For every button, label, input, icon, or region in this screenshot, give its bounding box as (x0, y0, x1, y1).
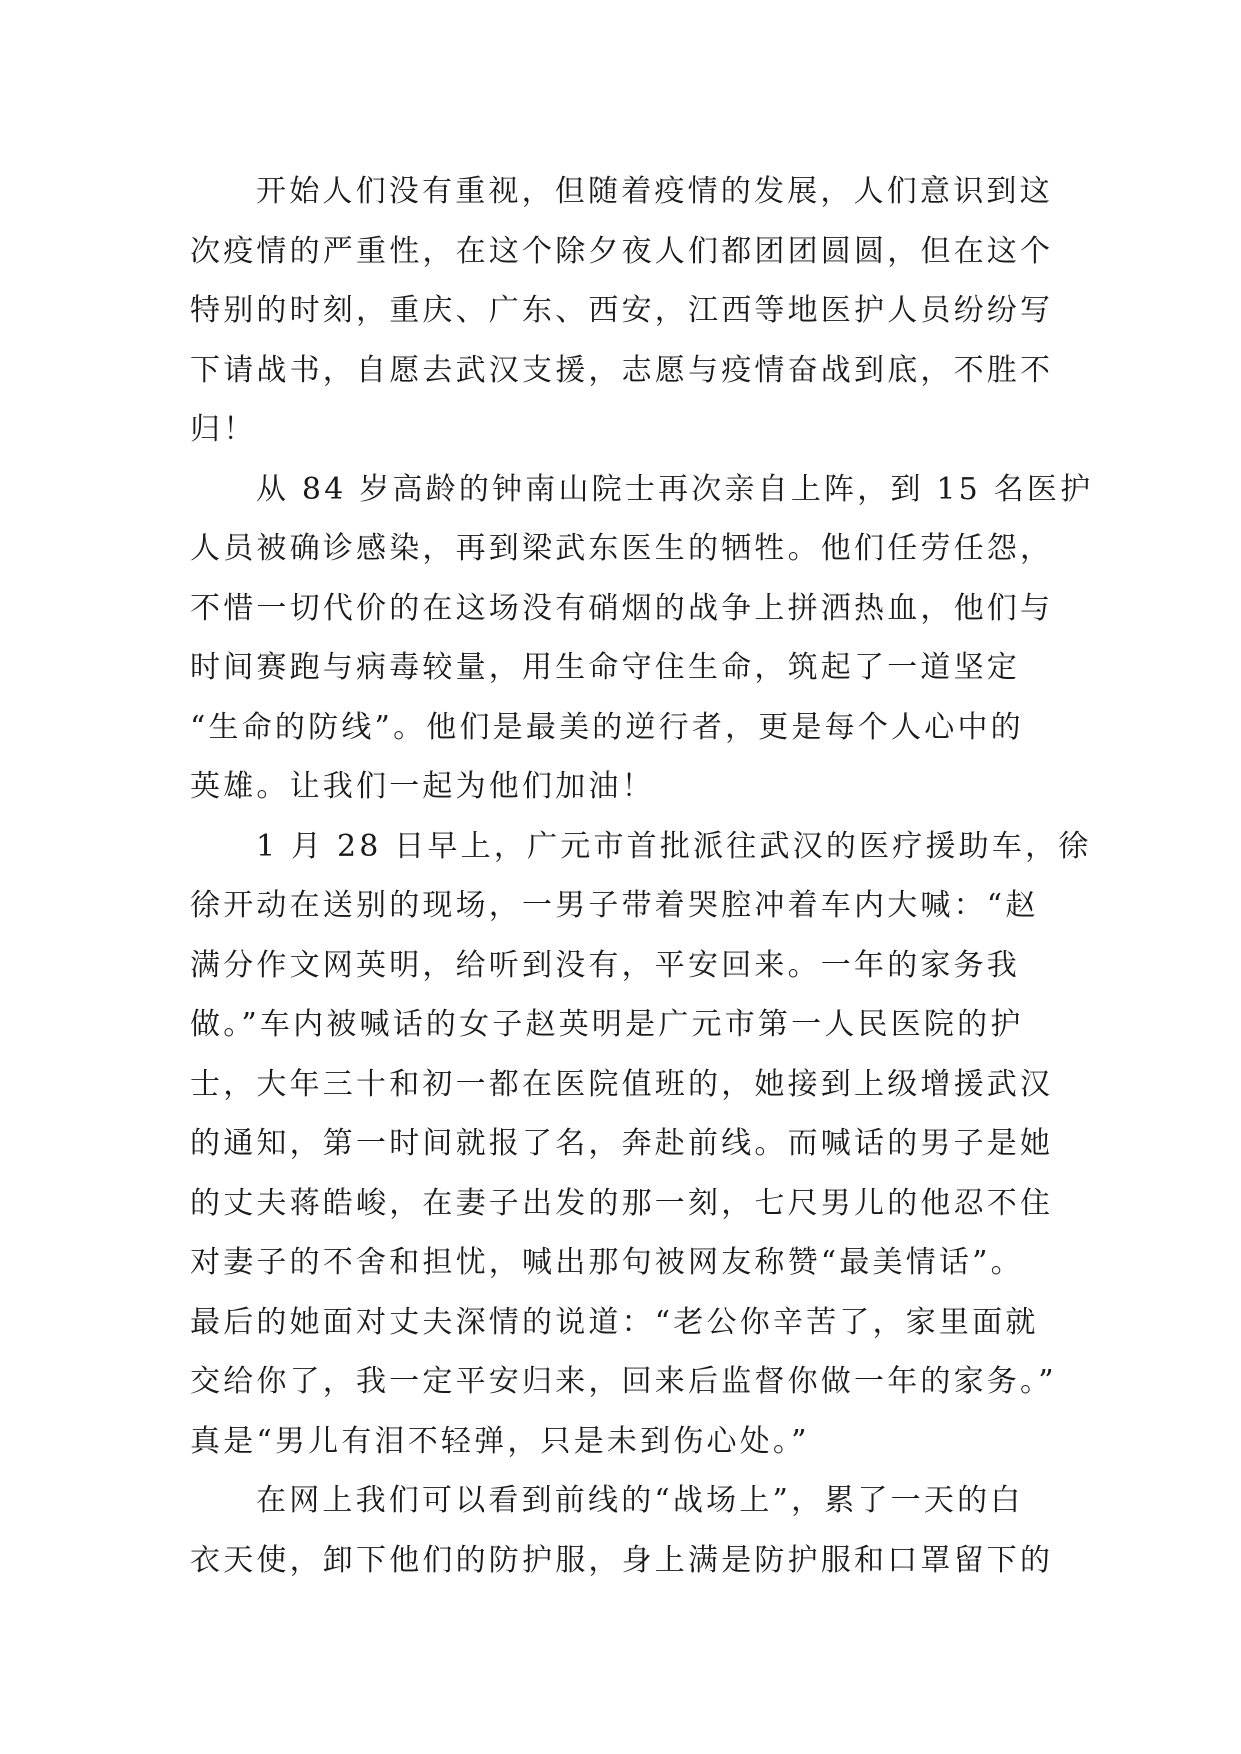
text-line: 不惜一切代价的在这场没有硝烟的战争上拼洒热血，他们与 (190, 590, 1054, 626)
text-line: 从 84 岁高龄的钟南山院士再次亲自上阵，到 15 名医护 (256, 471, 1094, 507)
text-line: 对妻子的不舍和担忧，喊出那句被网友称赞“最美情话”。 (190, 1245, 1024, 1280)
paragraph-2 (190, 460, 1094, 817)
text-line: 的丈夫蒋皓峻，在妻子出发的那一刻，七尺男儿的他忍不住 (190, 1185, 1054, 1221)
text-line: 人员被确诊感染，再到梁武东医生的牺牲。他们任劳任怨， (190, 531, 1054, 566)
text-line: 徐开动在送别的现场，一男子带着哭腔冲着车内大喊：“赵 (190, 888, 1039, 923)
text-line: 次疫情的严重性，在这个除夕夜人们都团团圆圆，但在这个 (190, 233, 1054, 269)
text-line: 士，大年三十和初一都在医院值班的，她接到上级增援武汉 (190, 1066, 1054, 1102)
text-line: 做。”车内被喊话的女子赵英明是广元市第一人民医院的护 (190, 1007, 1024, 1042)
text-line: 归！ (190, 412, 257, 447)
text-line: 最后的她面对丈夫深情的说道：“老公你辛苦了，家里面就 (190, 1304, 1039, 1340)
text-line: 特别的时刻，重庆、广东、西安，江西等地医护人员纷纷写 (190, 293, 1054, 328)
text-line: 的通知，第一时间就报了名，奔赴前线。而喊话的男子是她 (190, 1126, 1054, 1161)
text-line: 下请战书，自愿去武汉支援，志愿与疫情奋战到底，不胜不 (190, 352, 1054, 388)
text-line: 1 月 28 日早上，广元市首批派往武汉的医疗援助车，徐 (256, 828, 1092, 864)
text-line: 英雄。让我们一起为他们加油！ (190, 769, 655, 804)
paragraph-4 (190, 1471, 1056, 1590)
document-body (190, 162, 1094, 1590)
text-line: 真是“男儿有泪不轻弹，只是未到伤心处。” (190, 1423, 810, 1459)
text-line: 开始人们没有重视，但随着疫情的发展，人们意识到这 (256, 174, 1053, 209)
text-line: 交给你了，我一定平安归来，回来后监督你做一年的家务。” (190, 1364, 1057, 1399)
text-line: 满分作文网英明，给听到没有，平安回来。一年的家务我 (190, 947, 1020, 983)
text-line: 在网上我们可以看到前线的“战场上”，累了一天的白 (256, 1483, 1024, 1518)
text-line: 衣天使，卸下他们的防护服，身上满是防护服和口罩留下的 (190, 1542, 1054, 1578)
text-line: “生命的防线”。他们是最美的逆行者，更是每个人心中的 (190, 709, 1024, 745)
paragraph-3 (190, 817, 1092, 1472)
text-line: 时间赛跑与病毒较量，用生命守住生命，筑起了一道坚定 (190, 650, 1020, 685)
paragraph-1 (190, 162, 1056, 460)
